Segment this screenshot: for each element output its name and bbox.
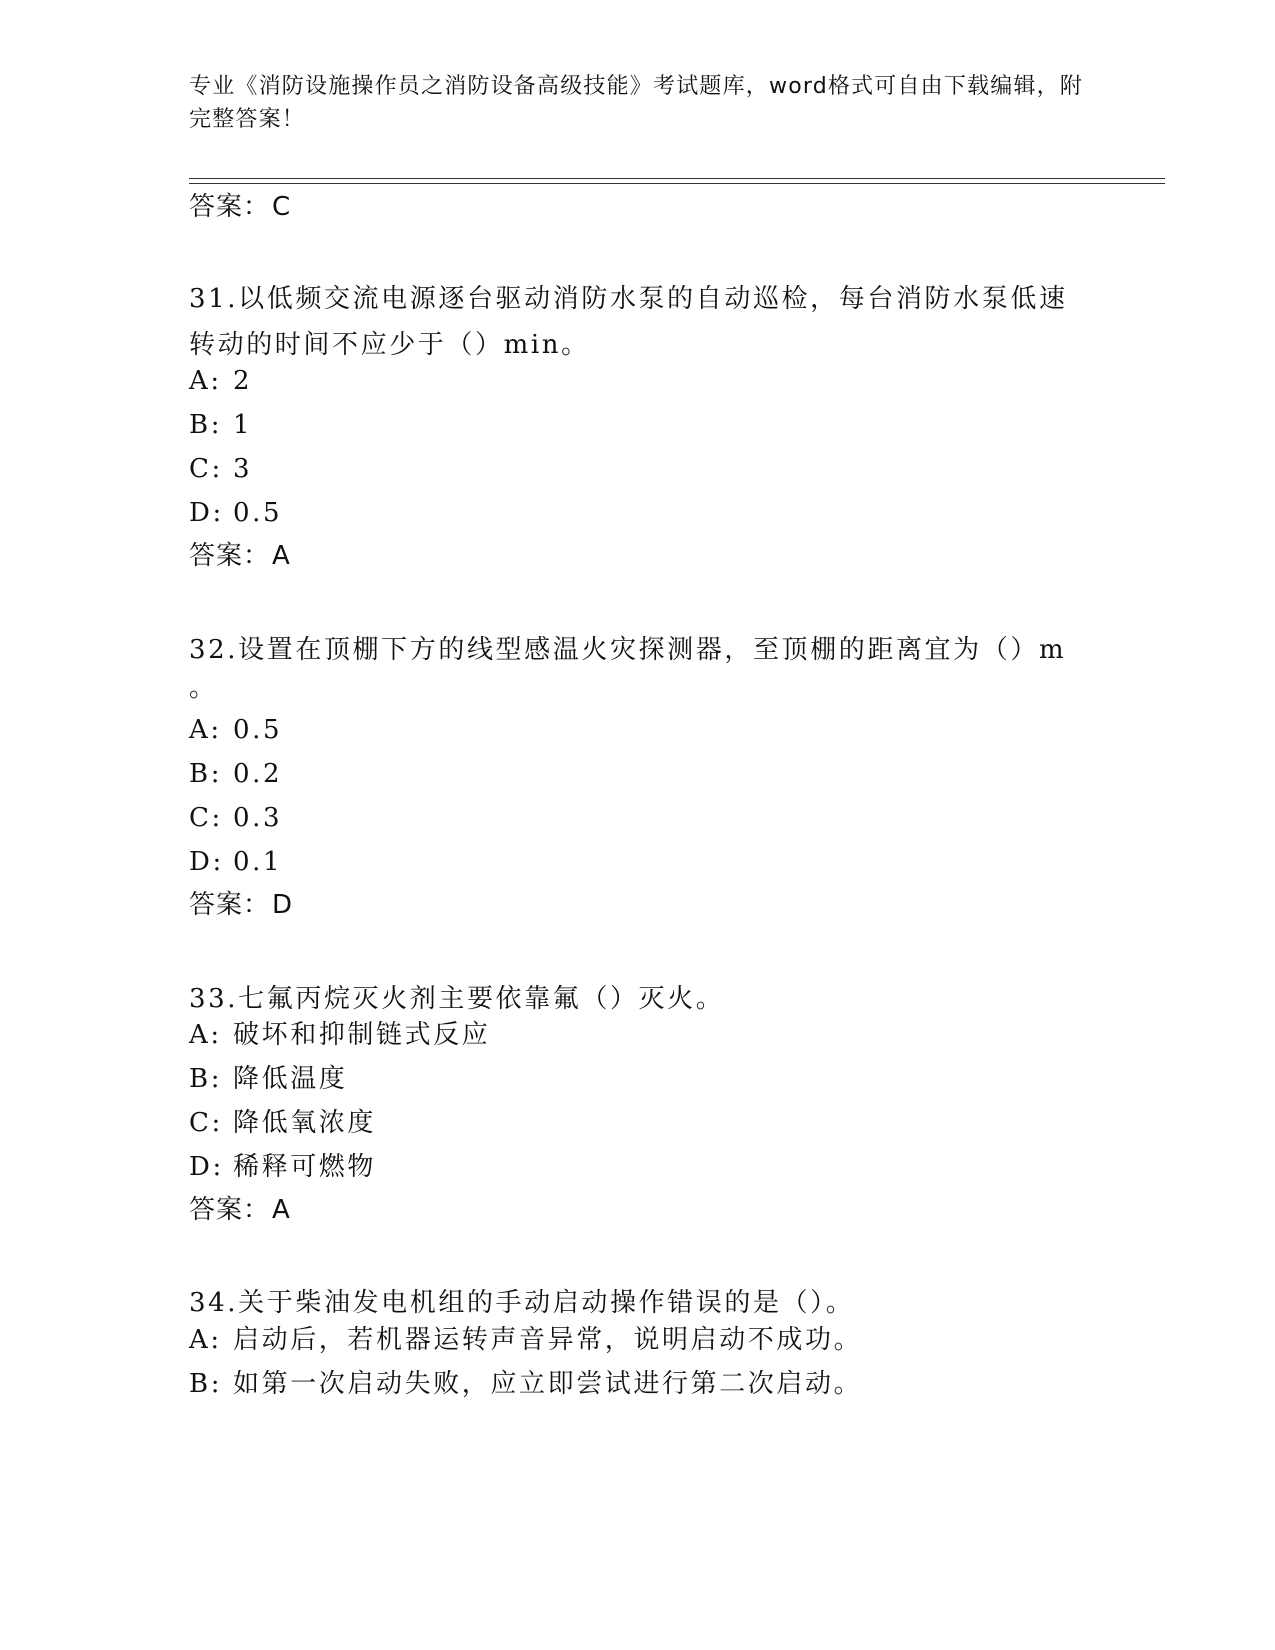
header-divider-top — [189, 178, 1165, 179]
question-number: 33. — [189, 984, 239, 1014]
option-text: 启动后，若机器运转声音异常，说明启动不成功。 — [233, 1325, 863, 1355]
option-text: 0.5 — [233, 498, 283, 528]
option-text: 降低温度 — [233, 1064, 348, 1094]
option-text: 0.3 — [233, 803, 283, 833]
option-text: 破坏和抑制链式反应 — [233, 1020, 491, 1050]
option-key: B: — [189, 1064, 223, 1094]
question-32-option-b — [189, 758, 282, 790]
question-number: 32. — [189, 635, 239, 665]
option-key: C: — [189, 454, 223, 484]
option-key: D: — [189, 1152, 224, 1182]
question-31-option-d — [189, 497, 282, 529]
question-32-stem-tail — [189, 672, 218, 704]
question-number: 34. — [189, 1288, 239, 1318]
question-33-option-a — [189, 1019, 490, 1051]
option-text: 0.2 — [233, 759, 283, 789]
answer-value: A — [272, 541, 291, 571]
answer-value: C — [272, 192, 292, 222]
option-text: 稀释可燃物 — [233, 1152, 377, 1182]
question-text: 七氟丙烷灭火剂主要依靠氟（）灭火。 — [238, 984, 725, 1014]
option-key: A: — [189, 715, 222, 745]
question-33-stem — [189, 976, 1089, 1022]
option-text: 如第一次启动失败，应立即尝试进行第二次启动。 — [233, 1369, 863, 1399]
answer-label: 答案： — [189, 192, 271, 222]
answer-label: 答案： — [189, 1195, 271, 1225]
option-key: B: — [189, 1369, 223, 1399]
question-31-answer — [189, 540, 291, 572]
question-31-stem — [189, 276, 1089, 368]
answer-label: 答案： — [189, 541, 271, 571]
question-number: 31. — [189, 284, 239, 314]
question-33-answer — [189, 1194, 291, 1226]
question-31-option-c — [189, 453, 252, 485]
answer-value: D — [272, 890, 294, 920]
option-text: 0.5 — [233, 715, 283, 745]
question-32-answer — [189, 889, 293, 921]
question-34-option-b — [189, 1368, 862, 1400]
answer-label: 答案： — [189, 890, 271, 920]
option-key: A: — [189, 1325, 222, 1355]
question-31-option-b — [189, 409, 252, 441]
page-header: 专业《消防设施操作员之消防设备高级技能》考试题库，word格式可自由下载编辑，附完整答案！ — [189, 74, 1084, 132]
option-text: 2 — [233, 366, 253, 396]
question-33-option-d — [189, 1151, 376, 1183]
option-key: B: — [189, 759, 223, 789]
question-33-option-b — [189, 1063, 347, 1095]
answer-line-prev — [189, 191, 291, 223]
question-32-stem — [189, 627, 1089, 673]
option-text: 0.1 — [233, 847, 283, 877]
question-text: 设置在顶棚下方的线型感温火灾探测器，至顶棚的距离宜为（）m — [238, 635, 1067, 665]
question-text-tail: 。 — [189, 673, 218, 703]
question-text: 关于柴油发电机组的手动启动操作错误的是（）。 — [238, 1288, 855, 1318]
question-34-stem — [189, 1280, 1089, 1326]
option-text: 3 — [233, 454, 253, 484]
option-key: A: — [189, 1020, 222, 1050]
question-32-option-c — [189, 802, 282, 834]
option-key: C: — [189, 1108, 223, 1138]
question-33-option-c — [189, 1107, 376, 1139]
option-key: D: — [189, 847, 224, 877]
question-32-option-a — [189, 714, 282, 746]
option-text: 1 — [233, 410, 253, 440]
question-32-option-d — [189, 846, 282, 878]
option-key: A: — [189, 366, 222, 396]
option-key: C: — [189, 803, 223, 833]
option-text: 降低氧浓度 — [233, 1108, 377, 1138]
question-31-option-a — [189, 365, 252, 397]
question-text: 以低频交流电源逐台驱动消防水泵的自动巡检，每台消防水泵低速转动的时间不应少于（）min。 — [189, 284, 1068, 360]
option-key: D: — [189, 498, 224, 528]
option-key: B: — [189, 410, 223, 440]
header-divider-bottom — [189, 183, 1165, 184]
question-34-option-a — [189, 1324, 862, 1356]
answer-value: A — [272, 1195, 291, 1225]
